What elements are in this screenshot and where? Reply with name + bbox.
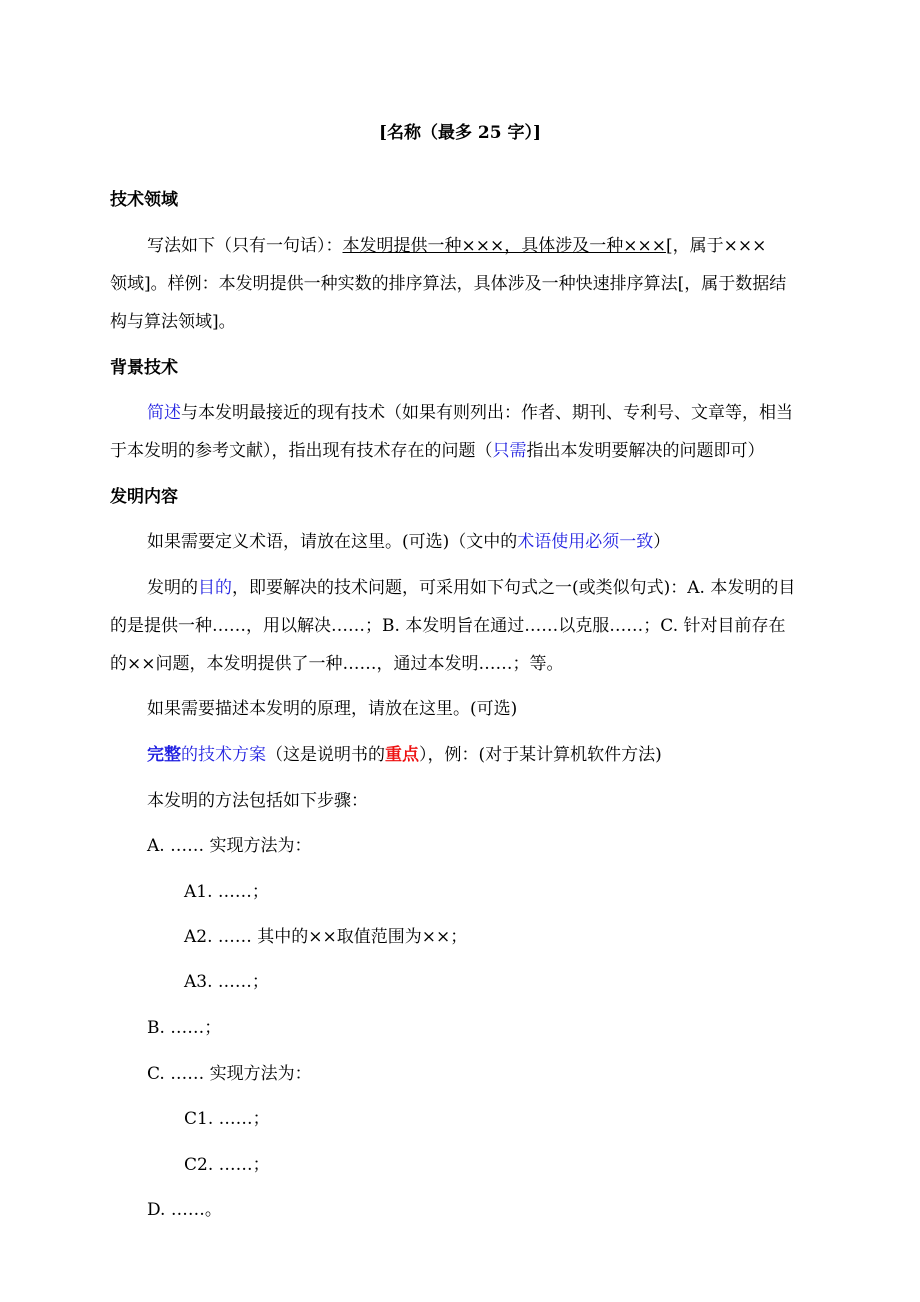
tech-field-line-1 — [147, 235, 766, 257]
section-heading-tech-field: 技术领域 — [110, 190, 178, 210]
content-solution-emphasis: 重点 — [385, 745, 419, 765]
background-keyword-only: 只需 — [492, 441, 527, 461]
background-line-2 — [110, 440, 765, 462]
content-terms-line — [147, 531, 670, 553]
content-solution-example: ），例：(对于某计算机软件方法) — [419, 745, 662, 765]
content-solution-line — [147, 744, 662, 766]
background-text-1: 与本发明最接近的现有技术（如果有则列出：作者、期刊、专利号、文章等，相当 — [181, 403, 793, 423]
content-principle-line: 如果需要描述本发明的原理，请放在这里。(可选) — [147, 699, 518, 719]
background-line-1 — [147, 402, 793, 424]
document-title: [名称（最多 25 字）] — [378, 123, 542, 143]
step-b: B. ……； — [147, 1018, 222, 1038]
tech-field-line-3: 构与算法领域]。 — [110, 312, 236, 332]
step-c1: C1. ……； — [184, 1109, 270, 1129]
step-a1: A1. ……； — [184, 882, 269, 902]
content-terms-close: ） — [653, 532, 671, 552]
step-a: A. …… 实现方法为： — [147, 836, 312, 856]
step-d: D. ……。 — [147, 1200, 222, 1220]
tech-field-intro: 写法如下（只有一句话）： — [147, 236, 343, 256]
content-purpose-line-1 — [147, 577, 795, 599]
content-solution-keyword-complete: 完整 — [147, 745, 181, 765]
tech-field-optional: [，属于××× — [665, 236, 767, 256]
section-heading-background: 背景技术 — [110, 358, 178, 378]
content-solution-keyword-scheme: 的技术方案 — [181, 745, 266, 765]
tech-field-template: 本发明提供一种×××，具体涉及一种××× — [342, 236, 666, 256]
step-c2: C2. ……； — [184, 1155, 270, 1175]
background-text-3: 指出本发明要解决的问题即可） — [526, 441, 765, 461]
step-c: C. …… 实现方法为： — [147, 1064, 312, 1084]
content-purpose-text-a: 发明的 — [147, 578, 198, 598]
content-purpose-keyword: 目的 — [198, 578, 232, 598]
background-keyword-brief: 简述 — [147, 403, 181, 423]
content-purpose-line-2: 的是提供一种……，用以解决……；B. 本发明旨在通过……以克服……；C. 针对目前存在 — [110, 616, 786, 636]
content-steps-intro: 本发明的方法包括如下步骤： — [147, 791, 368, 811]
content-purpose-line-3: 的××问题，本发明提供了一种……，通过本发明……；等。 — [110, 654, 564, 674]
content-terms-text: 如果需要定义术语，请放在这里。(可选)（文中的 — [147, 532, 518, 552]
content-terms-keyword: 术语使用必须一致 — [517, 532, 654, 552]
step-a3: A3. ……； — [184, 972, 269, 992]
step-a2: A2. …… 其中的××取值范围为××； — [184, 927, 468, 947]
background-text-2: 于本发明的参考文献），指出现有技术存在的问题（ — [110, 441, 493, 461]
content-purpose-text-b: ，即要解决的技术问题，可采用如下句式之一(或类似句式)：A. 本发明的目 — [232, 578, 796, 598]
section-heading-content: 发明内容 — [110, 487, 178, 507]
tech-field-line-2: 领域]。样例：本发明提供一种实数的排序算法，具体涉及一种快速排序算法[，属于数据结 — [110, 274, 787, 294]
content-solution-text: （这是说明书的 — [266, 745, 385, 765]
